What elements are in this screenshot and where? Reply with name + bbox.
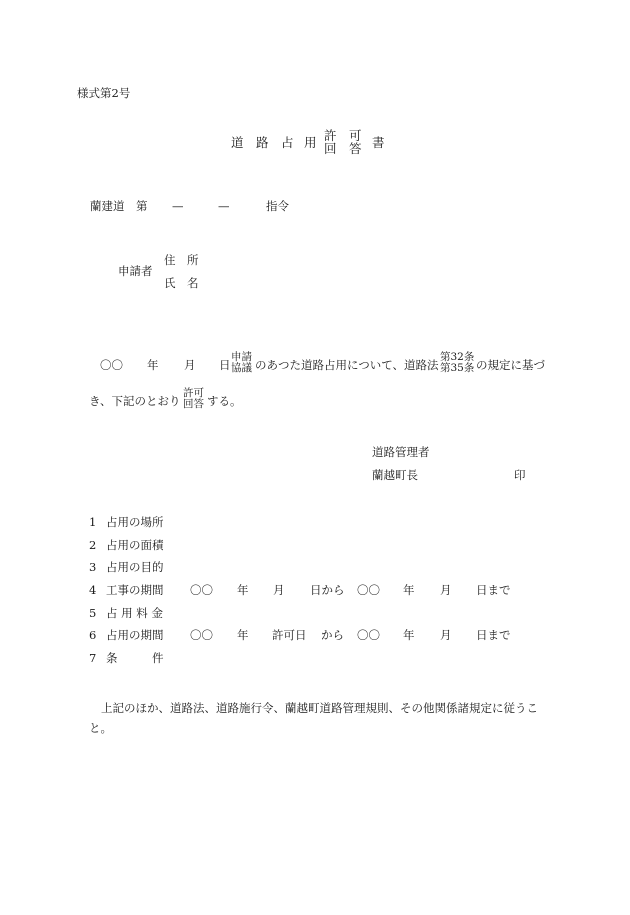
item-2-number: 2 [89,538,97,552]
footer-line-2: と。 [89,721,112,735]
item-4-end-year: 年 [403,583,415,597]
item-4-start-day: 日から [310,583,345,597]
body-mid-text: のあつた道路占用について、道路法 [255,358,439,372]
body-stack-article-bottom: 第35条 [440,362,475,375]
item-6-from: から [321,628,344,642]
form-number: 様式第2号 [77,86,131,100]
body-end-text: の規定に基づ [476,358,545,372]
body-stack-apply-top: 申請 [231,351,252,363]
item-6-number: 6 [89,628,97,642]
reference-suffix: 指令 [266,199,289,213]
title-char-3: 占 [281,135,294,150]
body-stack-apply-bottom: 協議 [231,362,252,375]
item-2-label: 占用の面積 [106,538,164,552]
title-char-1: 道 [231,135,244,150]
item-5-number: 5 [89,606,97,620]
manager-title: 道路管理者 [372,445,430,459]
applicant-label: 申請者 [118,264,153,278]
title-stack-1 [324,129,337,155]
reference-dash-1: — [172,199,184,213]
body-stack-permit-bottom: 回答 [183,398,204,411]
item-7-number: 7 [89,651,97,665]
item-6-end-oo: 〇〇 [357,628,380,642]
title-stack-1-bottom: 回 [324,141,337,157]
manager-mayor: 蘭越町長 [372,468,418,482]
item-6-label: 占用の期間 [106,628,164,642]
item-6-start-oo: 〇〇 [190,628,213,642]
item-3-number: 3 [89,560,97,574]
item-6-end-month: 月 [440,628,452,642]
reference-dash-2: — [218,199,230,213]
body-year: 年 [147,358,159,372]
body-stack-apply [231,352,252,374]
body-line2-start: き、下記のとおり [89,394,181,408]
item-4-number: 4 [89,583,97,597]
item-6-end-day: 日まで [476,628,511,642]
reference-dai: 第 [136,199,148,213]
title-stack-2-top: 可 [349,128,362,143]
footer-line-1: 上記のほか、道路法、道路施行令、蘭越町道路管理規則、その他関係諸規定に従うこ [101,701,538,715]
item-1-label: 占用の場所 [106,515,164,529]
item-4-end-day: 日まで [476,583,511,597]
item-4-label: 工事の期間 [106,583,164,597]
title-stack-2 [349,129,362,155]
name-label: 氏 名 [164,276,199,290]
body-stack-article-top: 第32条 [440,351,475,363]
body-stack-permit [183,388,204,410]
reference-prefix: 蘭建道 [90,199,125,213]
item-4-start-oo: 〇〇 [190,583,213,597]
item-5-label: 占 用 料 金 [106,606,163,620]
body-stack-article [440,352,474,374]
body-date-oo: 〇〇 [100,358,123,372]
title-char-2: 路 [256,135,269,150]
item-6-start-year: 年 [237,628,249,642]
title-char-end: 書 [372,135,385,150]
item-7-label: 条 件 [106,651,164,665]
body-month: 月 [184,358,196,372]
item-4-start-month: 月 [273,583,285,597]
title-stack-2-bottom: 答 [349,141,362,157]
body-stack-permit-top: 許可 [183,387,204,399]
body-line2-end: する。 [207,394,242,408]
item-4-end-oo: 〇〇 [357,583,380,597]
item-4-start-year: 年 [237,583,249,597]
seal-mark: 印 [514,468,526,482]
item-3-label: 占用の目的 [106,560,164,574]
body-day: 日 [219,358,231,372]
title-stack-1-top: 許 [324,128,337,143]
address-label: 住 所 [164,253,199,267]
item-1-number: 1 [89,515,97,529]
title-char-4: 用 [304,135,317,150]
item-4-end-month: 月 [440,583,452,597]
item-6-permit-day: 許可日 [272,628,307,642]
item-6-end-year: 年 [403,628,415,642]
